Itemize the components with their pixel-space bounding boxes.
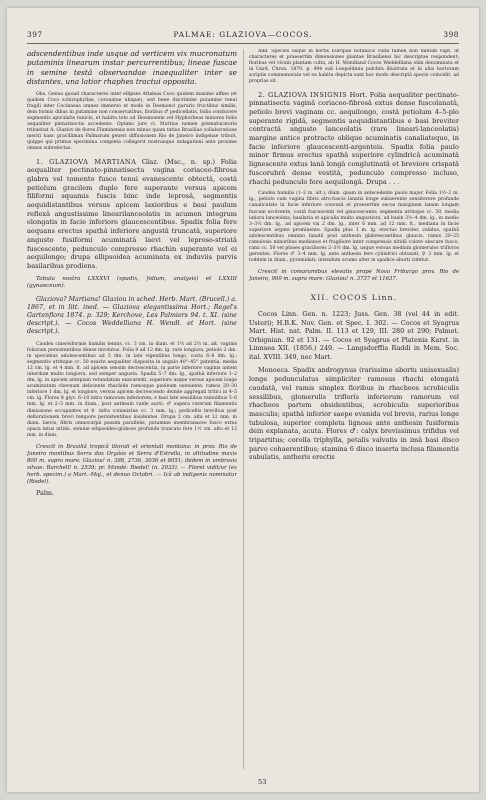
caudex-description-2: Caudex humilis (1–2 m. alt.), diam. quam in antecedente paulo major. Folia 1½–2 m. lg., petiolo cum vagina fibris atro-fuscis lanatis longe subaerente sensiterere profunde canaliculato in facie inferiore convexâ et praesertim secus marginem lanam longam fuscam ecolvente, costâ fuscescenti vel glaucescente; segmenta utrinque cc. 50, media latiora lanceolata, basilaria et apicalia multo angustiora, ad basin 3½–4 dm. lg., in medio 3–3½ dm. lg., ad apicem vix 2 dm. lg., inter 6 mm. ad 12 mm. lt., mediana in facie superiore argute prominente. Spadix plus 1 m. lg. erectus breviter, validus, spathâ adolescentibus omnino lanatâ post anthesin glabrescentibus glaucis, ramis 20–25 ramulosis minoribus medianos et fragiliore inter compressis nitidâ colore obscure fusco; rami cc. 50 vel pluses graciliores 2–3½ dm. lg. usque versus medium glomerulos trifloros gerentes. Flores ♂ 3–4 mm. lg. ante anthesin fere cylindrici obtusati, ♀ 3 mm. lg. et toddem in diam., pyramidati; intendum ocumo alter in spadice aborti videtur. [249,191,459,264]
species-2-author: Hort. [349,90,368,99]
distribution: Crescit in Brasiliâ tropicâ litorali et orientali montana: in prov. Rio de Janeiro montibus Serra dos Orgâos et Serra d'Estrella, in altitudine maxis 800 m. supra mare: Glaziou! n. 398, 2736, 3036 et 8051; ibidem in umbrosis silvae: Burchell! n. 2539; pr. Mandé: Riedel! (n. 2033). — Floret vidit/ur (ex herb. specim.) a Mart.–Maj., et denuo Octobri. — Icâ ab indigenis nominatur (Riedel). [27,444,237,486]
species-1-author: Glaz. (Msc., n. sp.) [141,157,215,166]
header-rule [27,43,459,44]
caudex-description: Caudex cinereiformis humilis tennis, cc. 3 cm. in diam. et 1½ ad 2½ m. alt. vaginis folioram persistentibus dense involutus. Folia 9 ad 12 dm. lg. rare longiora, petiolo 2 dm. in speciebus adolescentibus ad 5 dm. in late vigentibus longo, costa 6–8 dm. lg.; segmentis utrinque cc. 50 exacte aequaliter disposita in angulo 40°–45° patentia, media 12 cm. lg. et 4 mm. lt. ad apicem sensim decrescentia, in parte inferiore vaginis antem interdum multo longiora, sed semper angusta. Spadix 5–7 dm. lg., spathâ inferiore 1–2 dm. lg. in apicem antepiam retundatum exacurenti, superiore usque versus apicem longe acuminatum chevnum deliciente rhachide ramosque pauleum exeniente, ramos 20–30 inferiore 1 dm. lg. et longiore, versus apicem decrescendo deinde aggregati tritici in 4–5 cm. lg. Flores ♀ glyc. 6–10 intra ramorum inferiorem, e basi late sessilibus ramulibus 5–6 mm. lg. et 2–3 mm. in diam., post anthesin valde aucti; ♂ supera rarerum filamentis dimissione occupantes et ♀ infra commixtae cc. 3 mm. lg.; pedicellis brevibus post deflorationem brevi tempore persistentibus insidentes. Drupa 2 cm. alta et 12 mm. in diam. laevis, fibris omnocarpii passim parallelis, putamine membranaceo fusco extus opaca intus nitido, semine ellipsoideo-globoso profunde truncato fere 1½ cm. alto et 12 mm. in diam. [27,341,237,438]
book-page [7,8,479,792]
species-1-title: 1. GLAZIOVA MARTIANA [36,157,137,166]
species-1-description [27,158,237,271]
genus-heading: XII. COCOS Linn. [310,293,398,303]
addendum-note: Add. Species usque in hortis Europae botanicis culta tamen non tantum vigit, ut characteres et praesertim dimensiones plantae Brasiliensi hic descriptae respondent; floribus vel vivum plantam culta, ab H. Wendland Cocos Weddelliana olim denominata et in Gard. Chron. 1870. p. 494 sub Leopoldinia pulchra illustrata et in aliis hortorum scriptis commemorata vel ea habitu depicta sunt hoc modo descriptâ specie coincidit, ad proprias sit. [249,49,459,85]
page-number: 397 [27,30,43,39]
species-2-title: 2. GLAZIOVA INSIGNIS [258,90,348,99]
running-title: PALMAE: GLAZIOVA—COCOS. [173,30,313,39]
synonymy: Glaziova? Martiana! Glaziou in sched. Herb. Mart. (Brucell.) a. 1867, et in litt. ined. — Glaziova elegantissima Hort.; Regel's Gartenflora 1874. p. 329; Kerchove, Les Palmiers 94. t. XI. (sine descript.). — Cocos Weddelliana H. Wendl. et Hort. (sine descript.). [27,295,237,336]
species-2-text: Folia aequaliter pectinato-pinnatisecta vaginâ coriaceo-fibrosâ extus dense fuscolanatâ, petiolo brevi vaginam cc. aequilongo, costâ petiolum 4–5-plo superante rigidâ, segmentis aequidistantibus e basi breviter contractâ angusto lanceolatis (rare lineari-lanceolatis) margine antice protracto oblique acuminatis canaliatequo, in facie inferiore glaucescenti-argenteis. Spadix folia paulo minor firmus erectus spathâ superiore cylindricâ acuminatâ lignescente extus lanâ longâ conglutinatâ et breviore crispatâ fuscorubrâ dense vestitâ, pedunculo compresso incluso, rhachi pedunculo fere aequilongâ. Drupa . . . [249,90,459,186]
species-1-text: Folia aequaliter pectinato-pinnatisecta vagina coriaceo-fibrosa glabra vel tomento fusco tenui evanescente obtectâ, costâ petiolum gracilem duplo fere superante versus apicem filiformi squamis fuscis binc inde leprosâ, segmentis aequidistantibus versus apicem laxioribus e basi paulum reflexâ angustissime linearilanceolatis in acumen integrum elongatis in facie inferiore glaucescentibus. Spadix folia fere aequans erectus spathâ inferiore angustâ truncatâ, superiore angusto fusiformi acuminatâ laevi vel leproso-striatâ fuscescente, pedunculo compresso rhachin superante vel ei aequilongo; drupa ellipsoidea acuminata ex induviis parvis basilaribus prodiens. [27,157,237,270]
diagnosis-continued: adscendentibus inde usque ad verticem vix mucronatum putaminis linearum instar percurrentibus; lineae fuscae in semine testâ observandae inaequaliter inter se distantes, una latior rhaphes tractui opposita. [27,49,237,87]
distribution-2: Crescit in comarumibus elevatis prope Novo Friburgo prov. Rio de Janeiro, 900 m. supra mare: Glaziou! n. 3737 et 11637. [249,269,459,283]
signature-number: 53 [258,778,267,786]
species-2-description [249,91,459,187]
footer-word: Palm. [36,489,54,498]
column-separator [243,49,244,769]
genus-observation: Obs. Genus quoad characteres inter ellipses Attaleas Coco quidem maxime affine (et quidem Coco schizophyllae, coronatae ubique), sed bene discrimine putamine tenui fragili inter Cocinaeas omnes immerso et modo in Desmonci paruris fructibus similis, dein formis dibus in putamine non conservatibus, floribus ♂ pedicellatis, foliis conducere segmentis apiculatis tunicis, et habitu toto ad Diosmonem vel Hyphorbeas minores foliis aequaliter pinnatisectis accedente. Optimo jure cl. Martius nomen prematuratorie tribuebat A. Glaziov de flores Fluminensis non minus quam tatius Brasiliae collaboratione meriti hanc gracilliman Palmarum generi diffusionem Rio de Janeiro indigenae tribuit, quippe qui primus specimina completa collegerit nostranque indagationi ante proxime omnes subrelectas. [27,91,237,152]
tabula-reference: Tabula nostra LXXXVI (spadix, folium, analysis) et LXXIII (gynaeceum). [27,275,237,290]
running-header [27,30,459,42]
left-column [27,49,237,775]
genus-references: Cocos Linn. Gen. n. 1223; Juss. Gen. 38 (vel 44 in edit. Usteri); H.B.K. Nov. Gen. et Spec. I. 302. — Cocos et Syagrus Mart. Hist. nat. Palm. II. 113 et 129, III. 280 et 290; Palmet. Orbignian. 92 et 131. — Cocos et Syagrus et Platenia Karst. in Linnaea XII. (1856.) 249. — Langsdorffia Raddi in Mem. Soc. ital. XVIII. 349, nec Mart. [249,310,459,361]
genus-description: Monoeca. Spadix androgynus (rarissime abortu unisexualis) longe pedunculatus simpliciter ramosus rhachi elongatâ caudatâ, vel ramis simplex floribus in rhacheos scrobiculis sessilibus, glomerulis triflorís inferiorum ramorum vel rhacheos partem obsidentibus, scrobiculis superioribus masculis; spathâ inferior saepe evanida vel brevis, rarius longe tubulosa, superior completa lignosa ante anthesin fusiformis dein explanata, acuta. Flores ♂: calyx brevissimus trifidus vel tripartitus; corolla triphylla, petalis valvatis in imâ basi disco parvo cohaerentibus; stamina 6 disco inserta inclusa filamentis subulatis, antheris erectis [249,366,459,462]
right-column [249,49,459,775]
sequence-number: 398 [443,30,459,39]
